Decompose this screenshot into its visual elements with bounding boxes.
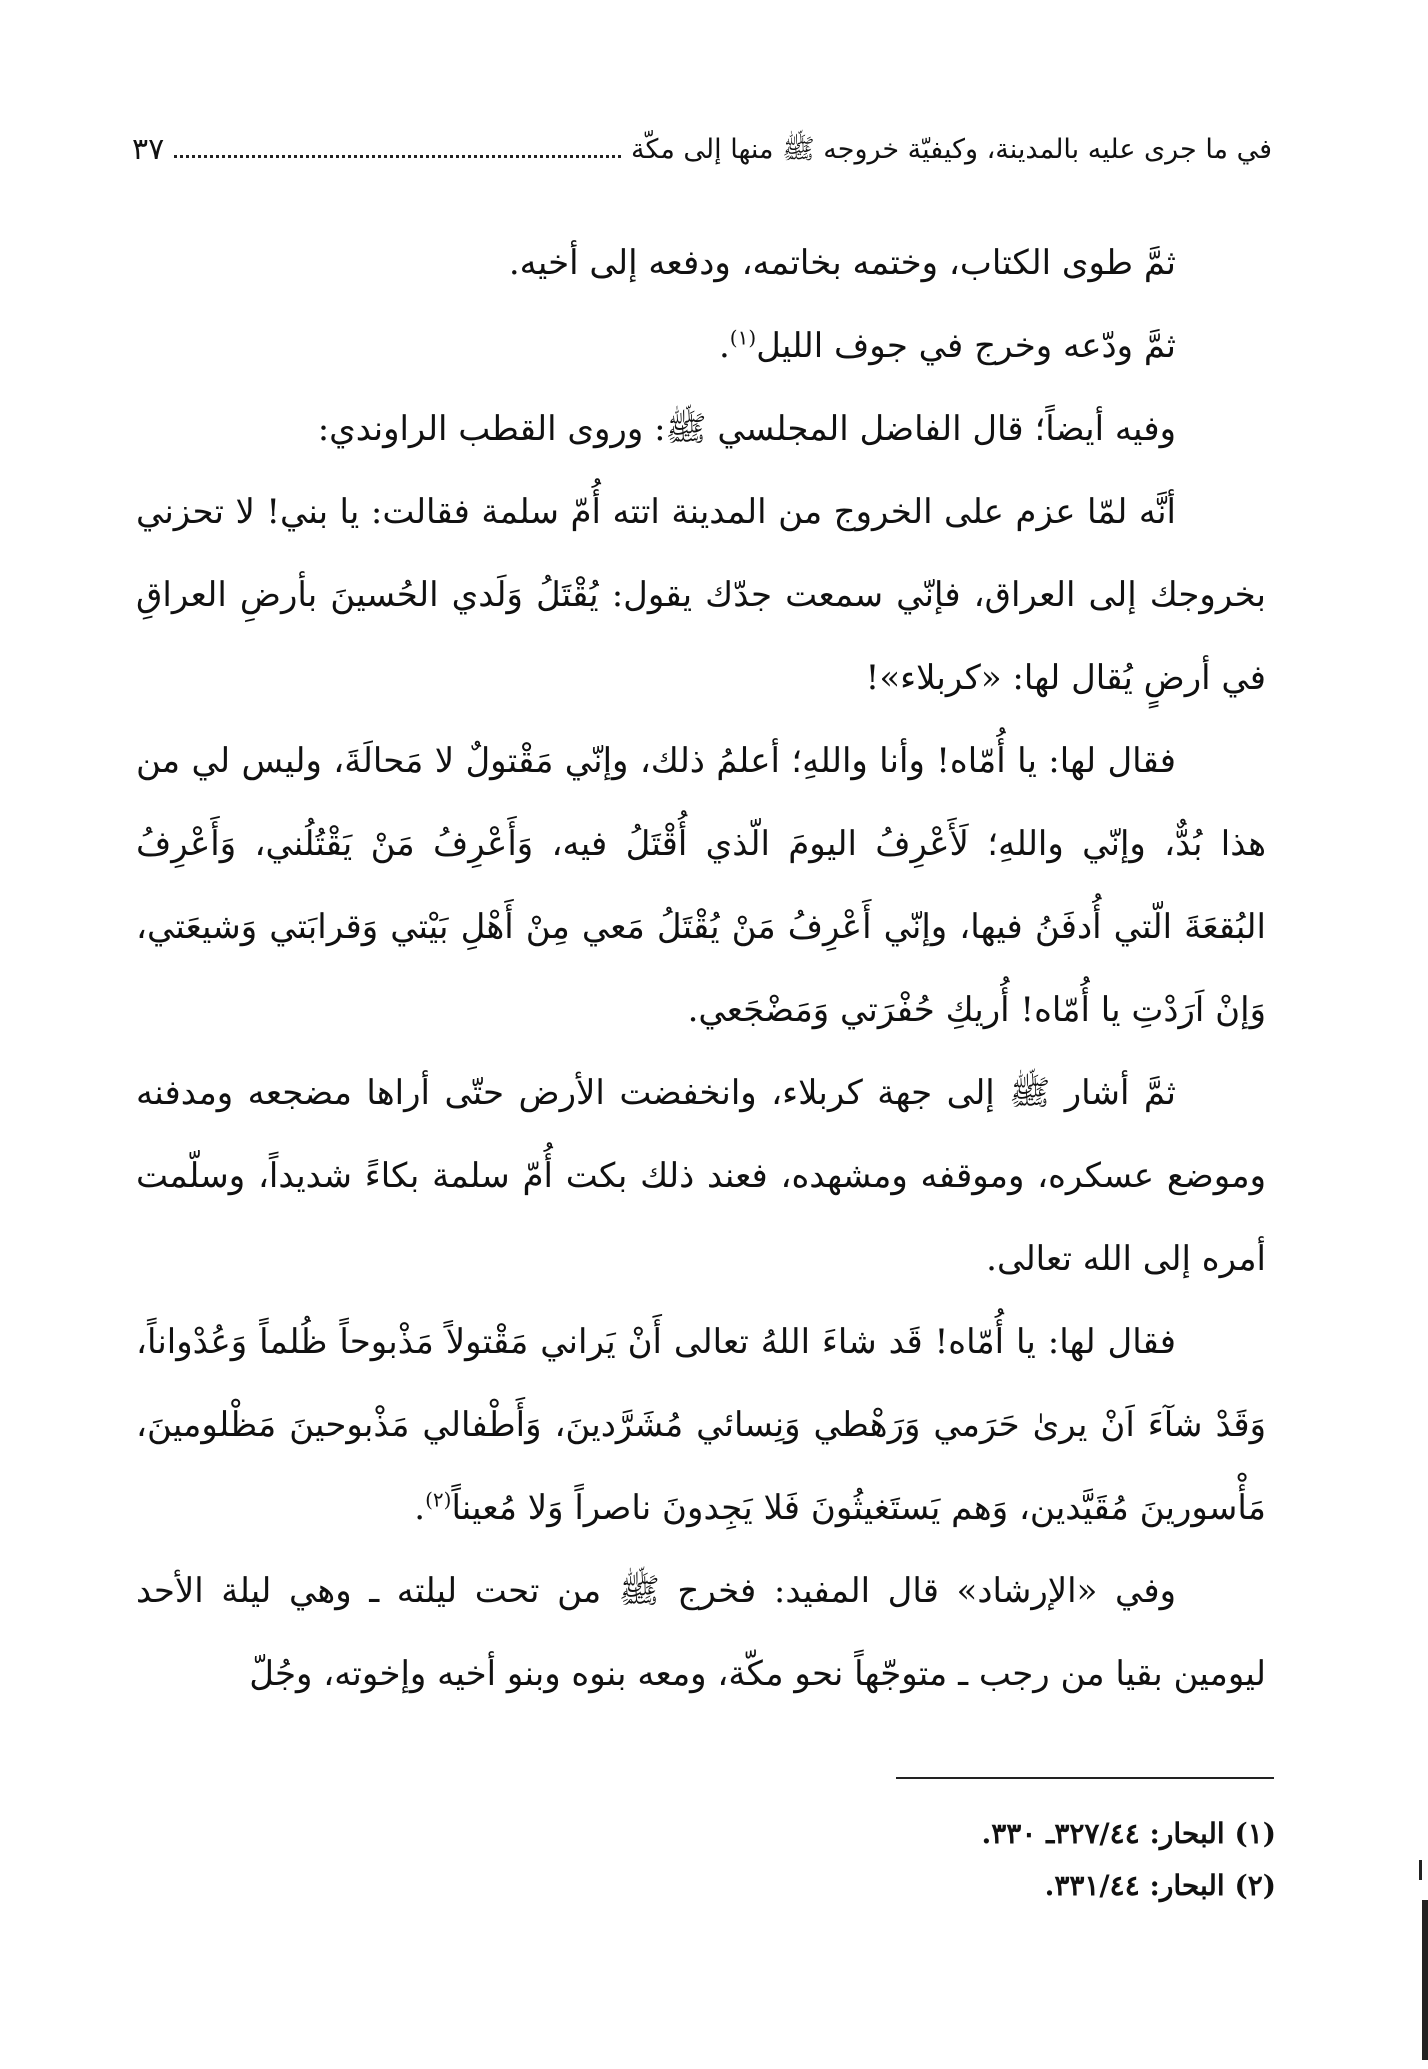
header-dot-leader xyxy=(174,155,621,158)
paragraph-2: ثمَّ ودّعه وخرج في جوف الليل$^{(١)}$. xyxy=(718,325,1176,366)
footnote-1: (١) البحار: ٣٢٧/٤٤ـ ٣٣٠. xyxy=(981,1817,1276,1850)
paragraph-7: فقال لها: يا أُمّاه! قَد شاءَ اللهُ تعالى أَنْ يَراني مَقْتولاً مَذْبوحاً ظُلماً وَعُدْواناً، وَقَدْ شآءَ اَنْ يرىٰ حَرَمي وَرَهْطي وَنِسائي مُشَرَّدينَ، وَأَطْفالي مَذْبوحينَ مَظْلومينَ، مَأْسورينَ مُقَيَّدين، وَهم يَستَغيثُونَ فَلا يَجِدونَ ناصراً وَلا مُعيناً$^{(٢)}$. xyxy=(136,1322,1266,1528)
footnote-separator xyxy=(896,1777,1274,1779)
running-header xyxy=(132,128,1272,172)
body-text xyxy=(136,222,1266,1716)
footnote-ref-1[interactable]: (١) xyxy=(729,325,757,350)
footnote-2: (٢) البحار: ٣٣١/٤٤. xyxy=(1044,1869,1276,1902)
footnote-ref-2[interactable]: (٢) xyxy=(425,1487,452,1512)
scan-edge-mark xyxy=(1422,1900,1428,2060)
paragraph-5: فقال لها: يا أُمّاه! وأنا واللهِ؛ أعلمُ ذلك، وإنّي مَقْتولٌ لا مَحالَةَ، وليس لي من هذا بُدٌّ، وإنّي واللهِ؛ لَأَعْرِفُ اليومَ الّذي أُقْتَلُ فيه، وَأَعْرِفُ مَنْ يَقْتُلُني، وَأَعْرِفُ البُقعَةَ الّتي أُدفَنُ فيها، وإنّي أَعْرِفُ مَنْ يُقْتَلُ مَعي مِنْ أَهْلِ بَيْتي وَقرابَتي وَشيعَتي، وَإنْ اَرَدْتِ يا أُمّاه! أُريكِ حُفْرَتي وَمَضْجَعي. xyxy=(136,741,1266,1030)
chapter-title: في ما جرى عليه بالمدينة، وكيفيّة خروجه ﷺ منها إلى مكّة xyxy=(630,134,1272,165)
footnotes xyxy=(576,1808,1276,1912)
paragraph-1: ثمَّ طوى الكتاب، وختمه بخاتمه، ودفعه إلى أخيه. xyxy=(508,243,1176,283)
paragraph-6: ثمَّ أشار ﷺ إلى جهة كربلاء، وانخفضت الأرض حتّى أراها مضجعه ومدفنه وموضع عسكره، وموقفه ومشهده، فعند ذلك بكت أُمّ سلمة بكاءً شديداً، وسلّمت أمره إلى الله تعالى. xyxy=(136,1073,1266,1279)
paragraph-8: وفي «الإرشاد» قال المفيد: فخرج ﷺ من تحت ليلته ـ وهي ليلة الأحد ليومين بقيا من رجب ـ متوجّهاً نحو مكّة، ومعه بنوه وبنو أخيه وإخوته، وجُلّ xyxy=(136,1571,1266,1694)
paragraph-4: أنَّه لمّا عزم على الخروج من المدينة اتته أُمّ سلمة فقالت: يا بني! لا تحزني بخروجك إلى العراق، فإنّي سمعت جدّك يقول: يُقْتَلُ وَلَدي الحُسينَ بأرضِ العراقِ في أرضٍ يُقال لها: «كربلاء»! xyxy=(136,492,1266,698)
scan-edge-mark-small xyxy=(1419,1860,1422,1880)
page-number: ٣٧ xyxy=(132,132,165,167)
paragraph-3: وفيه أيضاً؛ قال الفاضل المجلسي ﷺ: وروى القطب الراوندي: xyxy=(317,409,1176,449)
